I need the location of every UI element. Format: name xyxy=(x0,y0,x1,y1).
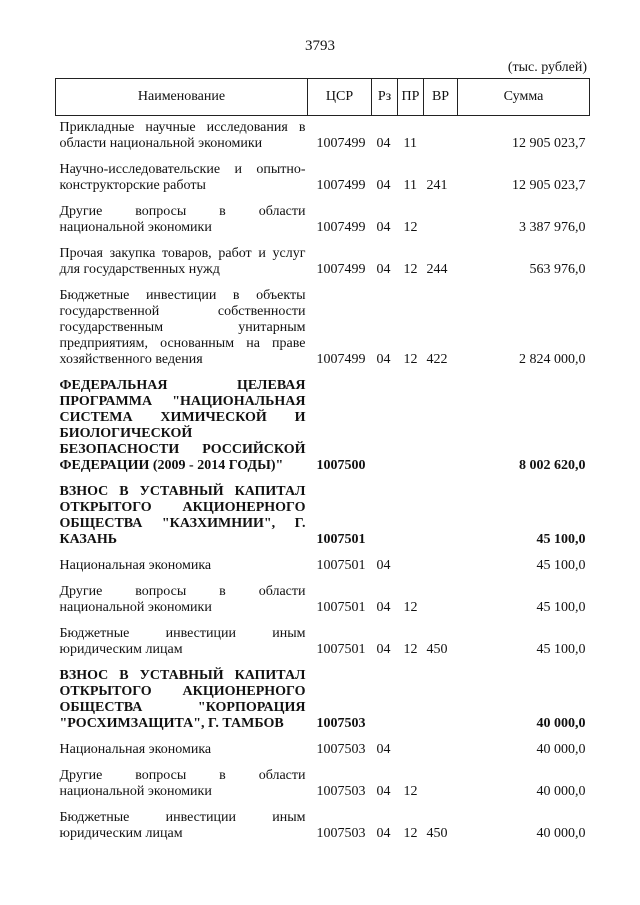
cell-csr: 1007501 xyxy=(316,558,366,573)
cell-pr xyxy=(398,374,424,480)
cell-pr: 12 xyxy=(403,642,418,657)
cell-csr: 1007501 xyxy=(316,600,366,615)
table-body xyxy=(56,116,590,849)
cell-pr: 12 xyxy=(403,784,418,799)
cell-sum: 8 002 620,0 xyxy=(519,458,586,473)
cell-sum: 45 100,0 xyxy=(536,600,586,615)
cell-rz: 04 xyxy=(376,220,391,235)
cell-rz: 04 xyxy=(376,826,391,841)
cell-pr xyxy=(398,554,424,580)
unit-note: (тыс. рублей) xyxy=(507,60,587,75)
cell-csr: 1007503 xyxy=(316,826,366,841)
cell-sum: 40 000,0 xyxy=(536,784,586,799)
cell-name: ФЕДЕРАЛЬНАЯ ЦЕЛЕВАЯ ПРОГРАММА "НАЦИОНАЛЬНАЯ СИСТЕМА ХИМИЧЕСКОЙ И БИОЛОГИЧЕСКОЙ БЕЗОПАСНОСТИ РОССИЙСКОЙ ФЕДЕРАЦИИ (2009 - 2014 ГОДЫ)" xyxy=(59,378,306,473)
table-row xyxy=(56,242,590,284)
table-row xyxy=(56,738,590,764)
header-vr: ВР xyxy=(424,79,458,116)
cell-vr xyxy=(424,664,458,738)
cell-name: Бюджетные инвестиции иным юридическим лицам xyxy=(59,626,306,657)
cell-vr xyxy=(424,580,458,622)
cell-sum: 12 905 023,7 xyxy=(512,136,586,151)
cell-name: Бюджетные инвестиции иным юридическим лицам xyxy=(59,810,306,841)
cell-name: ВЗНОС В УСТАВНЫЙ КАПИТАЛ ОТКРЫТОГО АКЦИОНЕРНОГО ОБЩЕСТВА "КОРПОРАЦИЯ "РОСХИМЗАЩИТА", Г. ТАМБОВ xyxy=(59,668,306,731)
cell-rz: 04 xyxy=(376,352,391,367)
table-row xyxy=(56,580,590,622)
cell-vr xyxy=(424,480,458,554)
cell-csr: 1007503 xyxy=(316,716,366,731)
cell-name: Национальная экономика xyxy=(59,558,212,573)
table-row xyxy=(56,480,590,554)
cell-csr: 1007503 xyxy=(316,784,366,799)
cell-vr xyxy=(424,200,458,242)
cell-sum: 45 100,0 xyxy=(536,642,586,657)
cell-rz: 04 xyxy=(376,600,391,615)
cell-pr xyxy=(398,738,424,764)
table-row xyxy=(56,158,590,200)
cell-vr: 244 xyxy=(426,262,448,277)
table-row xyxy=(56,806,590,848)
cell-csr: 1007499 xyxy=(316,178,366,193)
cell-sum: 40 000,0 xyxy=(536,826,586,841)
cell-name: Другие вопросы в области национальной экономики xyxy=(59,768,306,799)
cell-vr: 450 xyxy=(426,826,448,841)
cell-pr: 12 xyxy=(403,262,418,277)
header-pr: ПР xyxy=(398,79,424,116)
header-csr: ЦСР xyxy=(308,79,372,116)
cell-csr: 1007500 xyxy=(316,458,366,473)
cell-pr: 11 xyxy=(403,136,417,151)
cell-sum: 563 976,0 xyxy=(529,262,586,277)
header-sum: Сумма xyxy=(458,79,590,116)
cell-sum: 45 100,0 xyxy=(536,558,586,573)
cell-name: Другие вопросы в области национальной экономики xyxy=(59,204,306,235)
table-row xyxy=(56,200,590,242)
cell-name: Другие вопросы в области национальной экономики xyxy=(59,584,306,615)
cell-csr: 1007499 xyxy=(316,262,366,277)
cell-vr xyxy=(424,374,458,480)
cell-name: Научно-исследовательские и опытно-конструкторские работы xyxy=(59,162,306,193)
cell-name: Прикладные научные исследования в области национальной экономики xyxy=(59,120,306,151)
table-row xyxy=(56,664,590,738)
cell-pr: 12 xyxy=(403,220,418,235)
cell-rz xyxy=(372,374,398,480)
table-row xyxy=(56,284,590,374)
cell-rz: 04 xyxy=(376,178,391,193)
cell-rz: 04 xyxy=(376,784,391,799)
cell-csr: 1007499 xyxy=(316,352,366,367)
cell-pr xyxy=(398,480,424,554)
cell-pr: 11 xyxy=(403,178,417,193)
cell-rz xyxy=(372,664,398,738)
cell-pr: 12 xyxy=(403,352,418,367)
cell-sum: 3 387 976,0 xyxy=(519,220,586,235)
page-number: 3793 xyxy=(305,38,335,54)
cell-vr: 422 xyxy=(426,352,448,367)
cell-pr xyxy=(398,664,424,738)
cell-sum: 40 000,0 xyxy=(536,742,586,757)
header-rz: Рз xyxy=(372,79,398,116)
cell-vr xyxy=(424,116,458,159)
table-row xyxy=(56,554,590,580)
cell-name: Прочая закупка товаров, работ и услуг для государственных нужд xyxy=(59,246,306,277)
cell-csr: 1007501 xyxy=(316,532,366,547)
cell-vr xyxy=(424,764,458,806)
table-row xyxy=(56,622,590,664)
cell-rz: 04 xyxy=(376,742,391,757)
cell-pr: 12 xyxy=(403,600,418,615)
table-header xyxy=(56,79,590,116)
cell-vr xyxy=(424,554,458,580)
cell-csr: 1007499 xyxy=(316,220,366,235)
table-row xyxy=(56,116,590,159)
cell-name: ВЗНОС В УСТАВНЫЙ КАПИТАЛ ОТКРЫТОГО АКЦИОНЕРНОГО ОБЩЕСТВА "КАЗХИМНИИ", Г. КАЗАНЬ xyxy=(59,484,306,547)
cell-rz: 04 xyxy=(376,262,391,277)
cell-rz xyxy=(372,480,398,554)
cell-csr: 1007501 xyxy=(316,642,366,657)
cell-pr: 12 xyxy=(403,826,418,841)
cell-sum: 40 000,0 xyxy=(536,716,586,731)
cell-sum: 45 100,0 xyxy=(536,532,586,547)
cell-vr: 241 xyxy=(426,178,448,193)
table-row xyxy=(56,374,590,480)
cell-rz: 04 xyxy=(376,642,391,657)
cell-vr: 450 xyxy=(426,642,448,657)
table-row xyxy=(56,764,590,806)
cell-name: Бюджетные инвестиции в объекты государственной собственности государственным унитарным предприятиям, основанным на праве хозяйственного ведения xyxy=(59,288,306,367)
cell-name: Национальная экономика xyxy=(59,742,212,757)
cell-vr xyxy=(424,738,458,764)
cell-sum: 12 905 023,7 xyxy=(512,178,586,193)
cell-rz: 04 xyxy=(376,558,391,573)
cell-rz: 04 xyxy=(376,136,391,151)
header-name: Наименование xyxy=(56,79,308,116)
cell-sum: 2 824 000,0 xyxy=(519,352,586,367)
cell-csr: 1007499 xyxy=(316,136,366,151)
budget-table xyxy=(55,78,590,848)
cell-csr: 1007503 xyxy=(316,742,366,757)
